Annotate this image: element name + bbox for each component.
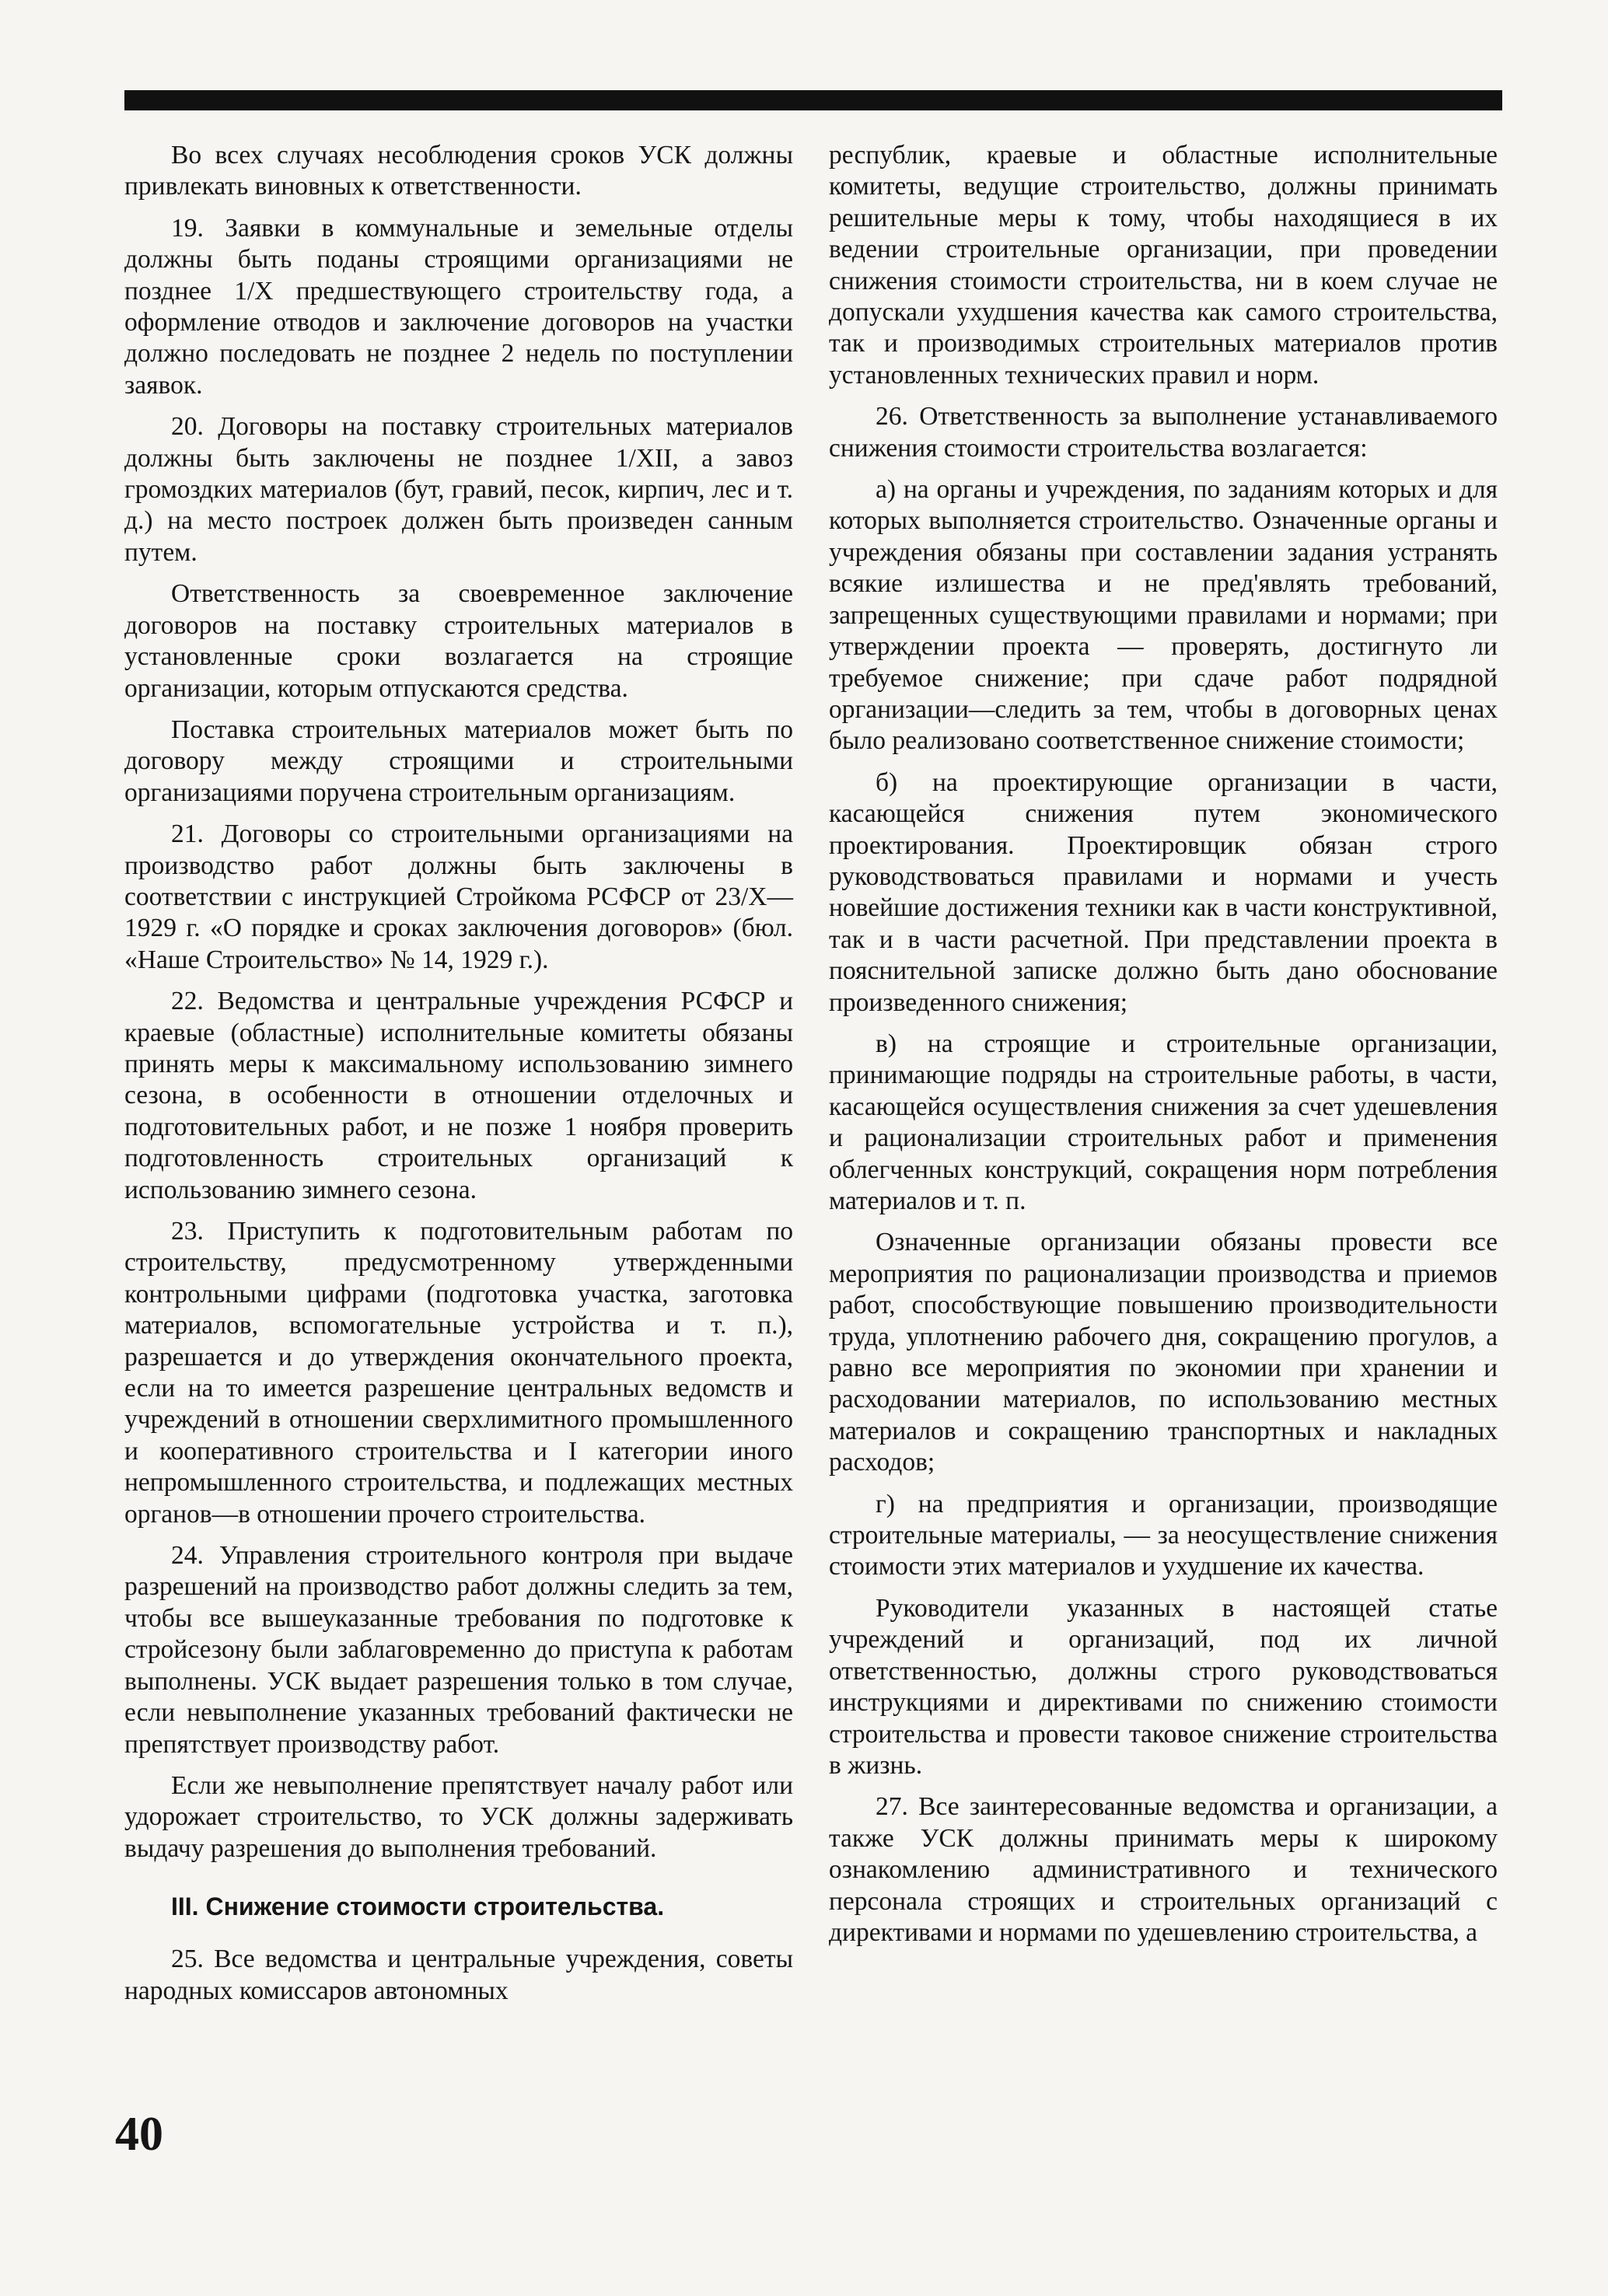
right-paragraph: 26. Ответственность за выполнение устанавливаемого снижения стоимости строительства возлагается: [829,402,1498,463]
left-column [124,140,793,2017]
right-paragraph: республик, краевые и областные исполнительные комитеты, ведущие строительство, должны принимать решительные меры к тому, чтобы находящиеся в их ведении строительные организации, при проведении снижения стоимости строительства, ни в коем случае не допускали ухудшения качества как самого строительства, так и производимых строительных материалов против установленных технических правил и норм. [829,141,1498,390]
left-paragraph: Во всех случаях несоблюдения сроков УСК должны привлекать виновных к ответственности. [124,141,793,201]
left-paragraph: 24. Управления строительного контроля при выдаче разрешений на производство работ должны следить за тем, чтобы все вышеуказанные требования по подготовке к стройсезону были заблаговременно до приступа к работам выполнены. УСК выдает разрешения только в том случае, если невыполнение указанных требований фактически не препятствует производству работ. [124,1541,793,1759]
right-paragraph: в) на строящие и строительные организации, принимающие подряды на строительные работы, в части, касающейся осуществления снижения за счет удешевления и рационализации строительных работ и применения облегченных конструкций, сокращения норм потребления материалов и т. п. [829,1029,1498,1215]
right-paragraph: а) на органы и учреждения, по заданиям которых и для которых выполняется строительство. Означенные органы и учреждения обязаны при составлении задания устранять всякие излишества и не пред'являть требований, запрещенных существующими правилами и нормами; при утверждении проекта — проверять, достигнуто ли требуемое снижение; при сдаче работ подрядной организации—следить за тем, чтобы в договорных ценах было реализовано соответственное снижение стоимости; [829,475,1498,756]
right-column [829,140,1498,1959]
top-rule [124,90,1502,110]
left-paragraph: 19. Заявки в коммунальные и земельные отделы должны быть поданы строящими организациями не позднее 1/X предшествующего строительству года, а оформление отводов и заключение договоров на участки должно последовать не позднее 2 недель по поступлении заявок. [124,213,793,400]
left-paragraph: Если же невыполнение препятствует началу работ или удорожает строительство, то УСК должны задерживать выдачу разрешения до выполнения требований. [124,1770,793,1863]
right-paragraph: 27. Все заинтересованные ведомства и организации, а также УСК должны принимать меры к широкому ознакомлению административного и технического персонала строящих и строительных организаций с директивами и нормами по удешевлению строительства, а [829,1792,1498,1947]
right-paragraph: б) на проектирующие организации в части, касающейся снижения путем экономического проектирования. Проектировщик обязан строго руководствоваться правилами и нормами и учесть новейшие достижения техники как в части конструктивной, так и в части расчетной. При представлении проекта в пояснительной записке должно быть дано обоснование произведенного снижения; [829,767,1498,1017]
left-paragraph: 25. Все ведомства и центральные учреждения, советы народных комиссаров автономных [124,1945,793,2005]
section-heading: III. Снижение стоимости строительства. [171,1892,665,1921]
left-paragraph: 22. Ведомства и центральные учреждения РСФСР и краевые (областные) исполнительные комитеты обязаны принять меры к максимальному использованию зимнего сезона, в особенности в отношении отделочных и подготовительных работ, и не позже 1 ноября проверить подготовленность строительных организаций к использованию зимнего сезона. [124,987,793,1204]
left-paragraph: Поставка строительных материалов может быть по договору между строящими и строительными организациями поручена строительным организациям. [124,715,793,807]
right-paragraph: Означенные организации обязаны провести все мероприятия по рационализации производства и приемов работ, способствующие повышению производительности труда, уплотнению рабочего дня, сокращению прогулов, а равно все мероприятия по экономии при хранении и расходовании материалов, по использованию местных материалов и сокращению транспортных и накладных расходов; [829,1228,1498,1477]
left-paragraph: 20. Договоры на поставку строительных материалов должны быть заключены не позднее 1/XII, а завоз громоздких материалов (бут, гравий, песок, кирпич, лес и т. д.) на место построек должен быть произведен санным путем. [124,412,793,567]
page-number: 40 [115,2108,163,2161]
left-paragraph: 23. Приступить к подготовительным работам по строительству, предусмотренному утвержденными контрольными цифрами (подготовка участка, заготовка материалов, вспомогательные устройства и т. п.), разрешается и до утверждения окончательного проекта, если на то имеется разрешение центральных ведомств и учреждений в отношении сверхлимитного промышленного и кооперативного строительства и I категории иного непромышленного строительства, и подлежащих местных органов—в отношении прочего строительства. [124,1217,793,1529]
right-paragraph: Руководители указанных в настоящей статье учреждений и организаций, под их личной ответственностью, должны строго руководствоваться инструкциями и директивами по снижению стоимости строительства и провести таковое снижение строительства в жизнь. [829,1593,1498,1780]
left-paragraph: Ответственность за своевременное заключение договоров на поставку строительных материалов в установленные сроки возлагается на строящие организации, которым отпускаются средства. [124,579,793,703]
right-paragraph: г) на предприятия и организации, производящие строительные материалы, — за неосуществление снижения стоимости этих материалов и ухудшение их качества. [829,1489,1498,1581]
left-paragraph: 21. Договоры со строительными организациями на производство работ должны быть заключены в соответствии с инструкцией Стройкома РСФСР от 23/X—1929 г. «О порядке и сроках заключения договоров» (бюл. «Наше Строительство» № 14, 1929 г.). [124,820,793,974]
